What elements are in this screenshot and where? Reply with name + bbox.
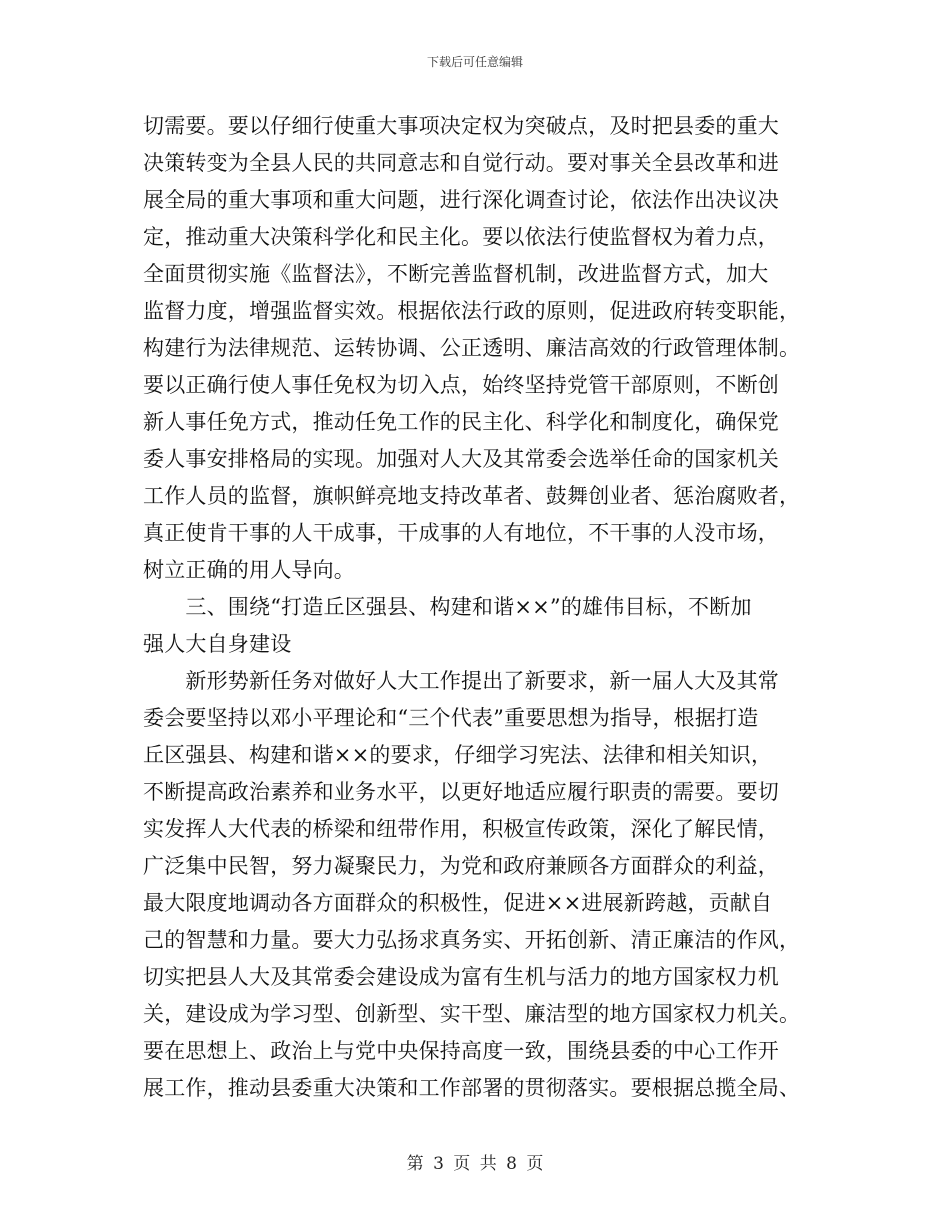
text-line: 实发挥人大代表的桥梁和纽带作用，积极宣传政策，深化了解民情， xyxy=(143,817,779,841)
text-line: 决策转变为全县人民的共同意志和自觉行动。要对事关全县改革和进 xyxy=(143,151,779,175)
text-line: 新人事任免方式，推动任免工作的民主化、科学化和制度化，确保党 xyxy=(143,410,779,434)
text-line: 真正使肯干事的人干成事，干成事的人有地位，不干事的人没市场， xyxy=(143,521,779,545)
text-line: 丘区强县、构建和谐××的要求，仔细学习宪法、法律和相关知识， xyxy=(143,743,773,767)
page-number: 第 3 页 共 8 页 xyxy=(406,1154,544,1174)
text-line: 全面贯彻实施《监督法》，不断完善监督机制，改进监督方式，加大 xyxy=(143,262,769,286)
text-line: 新形势新任务对做好人大工作提出了新要求，新一届人大及其常 xyxy=(143,669,779,693)
section-heading-line: 强人大自身建设 xyxy=(143,632,292,656)
text-line: 监督力度，增强监督实效。根据依法行政的原则，促进政府转变职能， xyxy=(143,299,801,323)
text-line: 切实把县人大及其常委会建设成为富有生机与活力的地方国家权力机 xyxy=(143,965,779,989)
page-header: 下载后可任意编辑 xyxy=(426,55,523,69)
text-line: 委人事安排格局的实现。加强对人大及其常委会选举任命的国家机关 xyxy=(143,447,779,471)
text-line: 己的智慧和力量。要大力弘扬求真务实、开拓创新、清正廉洁的作风， xyxy=(143,928,801,952)
section-heading-line: 三、围绕“打造丘区强县、构建和谐××”的雄伟目标，不断加 xyxy=(143,595,752,619)
text-line: 不断提高政治素养和业务水平，以更好地适应履行职责的需要。要切 xyxy=(143,780,779,804)
text-line: 构建行为法律规范、运转协调、公正透明、廉洁高效的行政管理体制。 xyxy=(143,336,801,360)
document-body xyxy=(143,108,823,1107)
text-line: 广泛集中民智，努力凝聚民力，为党和政府兼顾各方面群众的利益， xyxy=(143,854,779,878)
text-line: 最大限度地调动各方面群众的积极性，促进××进展新跨越，贡献自 xyxy=(143,891,773,915)
text-line: 工作人员的监督，旗帜鲜亮地支持改革者、鼓舞创业者、惩治腐败者， xyxy=(143,484,801,508)
text-line: 委会要坚持以邓小平理论和“三个代表”重要思想为指导，根据打造 xyxy=(143,706,759,730)
text-line: 展工作，推动县委重大决策和工作部署的贯彻落实。要根据总揽全局、 xyxy=(143,1076,801,1100)
text-line: 定，推动重大决策科学化和民主化。要以依法行使监督权为着力点， xyxy=(143,225,779,249)
text-line: 关，建设成为学习型、创新型、实干型、廉洁型的地方国家权力机关。 xyxy=(143,1002,801,1026)
text-line: 要以正确行使人事任免权为切入点，始终坚持党管干部原则，不断创 xyxy=(143,373,779,397)
text-line: 要在思想上、政治上与党中央保持高度一致，围绕县委的中心工作开 xyxy=(143,1039,779,1063)
text-line: 展全局的重大事项和重大问题，进行深化调查讨论，依法作出决议决 xyxy=(143,188,779,212)
text-line: 树立正确的用人导向。 xyxy=(143,558,355,582)
text-line: 切需要。要以仔细行使重大事项决定权为突破点，及时把县委的重大 xyxy=(143,114,779,138)
